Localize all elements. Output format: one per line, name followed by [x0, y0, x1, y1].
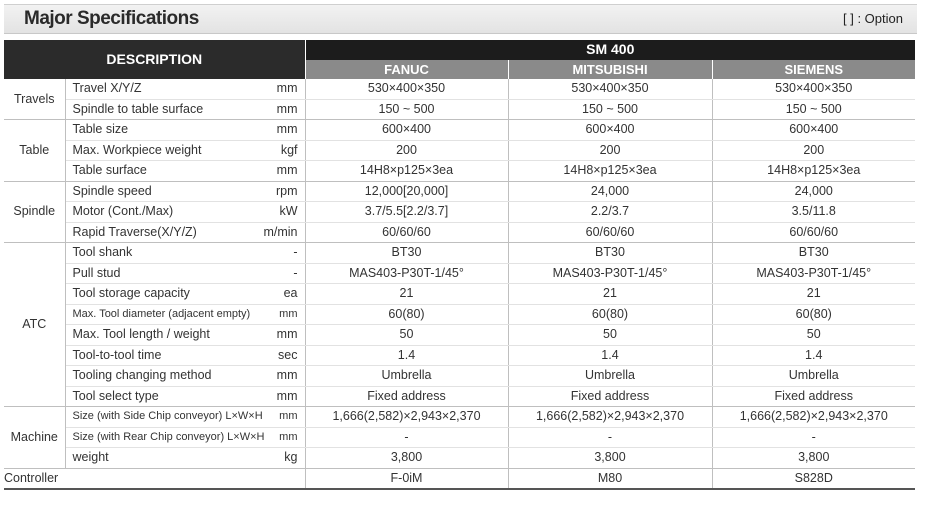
spec-row — [4, 284, 915, 305]
spec-value: 530×400×350 — [712, 79, 915, 99]
spec-value: 1.4 — [305, 345, 508, 366]
spec-unit: mm — [276, 163, 298, 178]
spec-value: 60/60/60 — [508, 222, 712, 243]
spec-value: 1.4 — [712, 345, 915, 366]
spec-unit: mm — [276, 81, 298, 96]
spec-table — [4, 40, 915, 490]
spec-value: 200 — [305, 140, 508, 161]
spec-row — [4, 181, 915, 202]
spec-item-text: Size (with Side Chip conveyor) L×W×H — [72, 410, 263, 423]
spec-item-label — [65, 407, 305, 428]
spec-value: 150 ~ 500 — [508, 99, 712, 120]
spec-value: 60/60/60 — [305, 222, 508, 243]
spec-value: 24,000 — [508, 181, 712, 202]
spec-item-label — [65, 243, 305, 264]
spec-value: 60/60/60 — [712, 222, 915, 243]
spec-value: 150 ~ 500 — [305, 99, 508, 120]
spec-value: 2.2/3.7 — [508, 202, 712, 223]
spec-unit: kg — [284, 450, 298, 465]
spec-item-text: Travel X/Y/Z — [72, 81, 142, 96]
spec-item-label — [65, 448, 305, 469]
spec-item-label — [65, 304, 305, 325]
spec-value: MAS403-P30T-1/45° — [712, 263, 915, 284]
spec-value: 3.7/5.5[2.2/3.7] — [305, 202, 508, 223]
spec-unit: - — [293, 265, 298, 280]
page-title: Major Specifications — [24, 8, 199, 29]
spec-row — [4, 386, 915, 407]
spec-table-body — [4, 79, 915, 489]
spec-item-label — [65, 161, 305, 182]
spec-unit: - — [293, 245, 298, 260]
controller-header-siemens: SIEMENS — [712, 60, 915, 80]
spec-item-text: weight — [72, 450, 109, 465]
spec-item-text: Spindle speed — [72, 183, 152, 198]
spec-value: 600×400 — [508, 120, 712, 141]
spec-item-text: Motor (Cont./Max) — [72, 204, 174, 219]
spec-item-label — [65, 325, 305, 346]
spec-item-text: Tool select type — [72, 388, 159, 403]
spec-unit: mm — [279, 307, 298, 320]
spec-value: 1,666(2,582)×2,943×2,370 — [305, 407, 508, 428]
spec-value: Fixed address — [508, 386, 712, 407]
spec-item-label — [65, 79, 305, 99]
spec-value: 1,666(2,582)×2,943×2,370 — [508, 407, 712, 428]
spec-row — [4, 407, 915, 428]
spec-unit: rpm — [275, 183, 298, 198]
spec-item-text: Max. Tool diameter (adjacent empty) — [72, 307, 251, 320]
spec-item-text: Tool storage capacity — [72, 286, 190, 301]
spec-item-text: Tool shank — [72, 245, 133, 260]
spec-value: 14H8×p125×3ea — [305, 161, 508, 182]
spec-unit: mm — [276, 368, 298, 383]
spec-item-text: Tooling changing method — [72, 368, 212, 383]
spec-value: 1,666(2,582)×2,943×2,370 — [712, 407, 915, 428]
spec-row — [4, 99, 915, 120]
spec-unit: mm — [276, 327, 298, 342]
spec-value: 3,800 — [305, 448, 508, 469]
spec-value: MAS403-P30T-1/45° — [305, 263, 508, 284]
spec-value: MAS403-P30T-1/45° — [508, 263, 712, 284]
model-header: SM 400 — [305, 40, 915, 60]
spec-row — [4, 345, 915, 366]
spec-item-text: Table surface — [72, 163, 147, 178]
spec-value: 60(80) — [712, 304, 915, 325]
spec-item-label — [65, 140, 305, 161]
spec-item-label — [65, 120, 305, 141]
spec-item-label — [65, 181, 305, 202]
controller-label: Controller — [4, 468, 305, 489]
spec-value: 200 — [712, 140, 915, 161]
spec-value: BT30 — [712, 243, 915, 264]
spec-item-text: Size (with Rear Chip conveyor) L×W×H — [72, 430, 265, 443]
spec-value: 1.4 — [508, 345, 712, 366]
spec-unit: kgf — [280, 142, 298, 157]
spec-item-label — [65, 202, 305, 223]
spec-unit: mm — [276, 122, 298, 137]
spec-item-label — [65, 99, 305, 120]
spec-value: 3,800 — [508, 448, 712, 469]
spec-value: 60(80) — [508, 304, 712, 325]
spec-value: 200 — [508, 140, 712, 161]
spec-value: 50 — [305, 325, 508, 346]
spec-value: 3.5/11.8 — [712, 202, 915, 223]
spec-row — [4, 120, 915, 141]
spec-value: 14H8×p125×3ea — [508, 161, 712, 182]
controller-row — [4, 468, 915, 489]
spec-value: - — [712, 427, 915, 448]
spec-value: 24,000 — [712, 181, 915, 202]
spec-value: 530×400×350 — [508, 79, 712, 99]
spec-item-text: Pull stud — [72, 265, 121, 280]
spec-value: - — [508, 427, 712, 448]
spec-value: 14H8×p125×3ea — [712, 161, 915, 182]
category-label: Spindle — [4, 181, 65, 243]
spec-row — [4, 243, 915, 264]
spec-value: Umbrella — [508, 366, 712, 387]
spec-value: 12,000[20,000] — [305, 181, 508, 202]
spec-row — [4, 448, 915, 469]
spec-item-label — [65, 284, 305, 305]
spec-item-label — [65, 427, 305, 448]
spec-item-text: Tool-to-tool time — [72, 347, 162, 362]
spec-value: 50 — [508, 325, 712, 346]
spec-value: - — [305, 427, 508, 448]
spec-row — [4, 202, 915, 223]
spec-value: 21 — [508, 284, 712, 305]
spec-row — [4, 79, 915, 99]
spec-row — [4, 325, 915, 346]
controller-value: S828D — [712, 468, 915, 489]
spec-unit: sec — [278, 347, 298, 362]
spec-value: 50 — [712, 325, 915, 346]
spec-value: 21 — [305, 284, 508, 305]
description-header: DESCRIPTION — [4, 40, 305, 79]
spec-row — [4, 427, 915, 448]
controller-header-fanuc: FANUC — [305, 60, 508, 80]
spec-row — [4, 304, 915, 325]
spec-value: BT30 — [305, 243, 508, 264]
option-legend: [ ] : Option — [843, 11, 903, 26]
spec-unit: mm — [279, 430, 298, 443]
spec-item-label — [65, 222, 305, 243]
section-header — [4, 4, 917, 34]
spec-value: Umbrella — [712, 366, 915, 387]
spec-value: Fixed address — [305, 386, 508, 407]
spec-item-label — [65, 263, 305, 284]
spec-value: 600×400 — [305, 120, 508, 141]
category-label: Machine — [4, 407, 65, 469]
spec-row — [4, 263, 915, 284]
controller-value: M80 — [508, 468, 712, 489]
controller-header-mitsubishi: MITSUBISHI — [508, 60, 712, 80]
spec-value: 21 — [712, 284, 915, 305]
spec-item-label — [65, 345, 305, 366]
spec-value: 3,800 — [712, 448, 915, 469]
category-label: ATC — [4, 243, 65, 407]
spec-unit: ea — [283, 286, 298, 301]
spec-unit: mm — [276, 101, 298, 116]
spec-value: 150 ~ 500 — [712, 99, 915, 120]
spec-item-text: Max. Tool length / weight — [72, 327, 210, 342]
spec-unit: mm — [276, 388, 298, 403]
spec-value: BT30 — [508, 243, 712, 264]
spec-value: 60(80) — [305, 304, 508, 325]
spec-unit: kW — [279, 204, 298, 219]
spec-value: Fixed address — [712, 386, 915, 407]
spec-value: 600×400 — [712, 120, 915, 141]
spec-item-text: Spindle to table surface — [72, 101, 204, 116]
spec-unit: mm — [279, 410, 298, 423]
category-label: Table — [4, 120, 65, 182]
spec-row — [4, 366, 915, 387]
spec-row — [4, 140, 915, 161]
category-label: Travels — [4, 79, 65, 120]
spec-row — [4, 161, 915, 182]
spec-row — [4, 222, 915, 243]
spec-unit: m/min — [263, 224, 298, 239]
spec-value: Umbrella — [305, 366, 508, 387]
spec-item-text: Rapid Traverse(X/Y/Z) — [72, 224, 197, 239]
spec-value: 530×400×350 — [305, 79, 508, 99]
controller-value: F-0iM — [305, 468, 508, 489]
spec-item-text: Table size — [72, 122, 129, 137]
spec-item-text: Max. Workpiece weight — [72, 142, 202, 157]
spec-item-label — [65, 386, 305, 407]
spec-item-label — [65, 366, 305, 387]
